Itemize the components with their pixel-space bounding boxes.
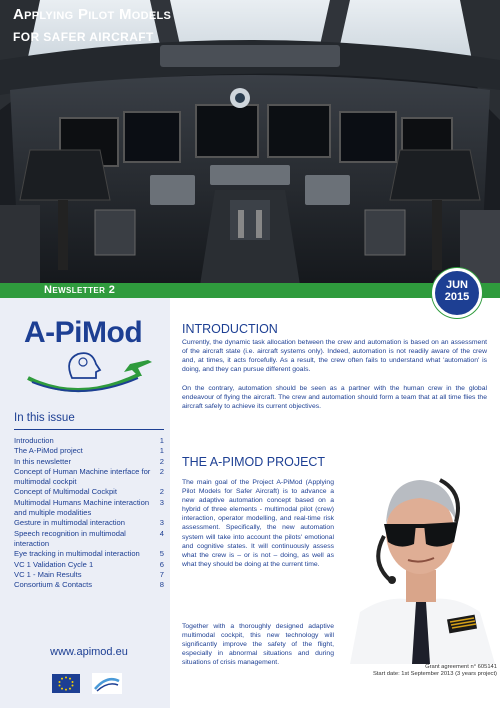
issue-date-badge — [432, 268, 482, 318]
toc-item[interactable]: Eye tracking in multimodal interaction 5 — [14, 549, 164, 559]
sidebar — [0, 298, 170, 708]
newsletter-number: Newsletter 2 — [44, 284, 116, 296]
toc-item[interactable]: Multimodal Humans Machine interaction and multiple modalities 3 — [14, 497, 164, 518]
toc-item[interactable]: In this newsletter 2 — [14, 456, 164, 466]
fp7-logo-icon — [92, 673, 122, 694]
toc-item[interactable]: Concept of Multimodal Cockpit 2 — [14, 487, 164, 497]
intro-heading: INTRODUCTION — [182, 322, 278, 336]
issue-year: 2015 — [444, 291, 470, 303]
project-heading: THE A-PIMOD PROJECT — [182, 455, 326, 469]
in-this-issue-heading: In this issue — [14, 412, 75, 424]
toc-item[interactable]: Speech recognition in multimodal interaction 4 — [14, 528, 164, 548]
pilot-photo — [340, 452, 500, 664]
intro-paragraph-1: Currently, the dynamic task allocation between the crew and automation is based on an assessment of the aircraft state (i.e. aircraft systems only). Indeed, automation is not readily aware of the crew and, at times, it acts forcefully. As a result, the crew often fails to understand what 'automation' is doing, and they can pursue different goals. — [182, 339, 487, 374]
toc-item[interactable]: VC 1 - Main Results 7 — [14, 569, 164, 579]
divider — [14, 429, 164, 430]
toc-item[interactable]: Gesture in multimodal interaction 3 — [14, 518, 164, 528]
a-pimod-logo — [20, 316, 160, 396]
issue-month: JUN — [445, 279, 468, 291]
logo-swoosh-icon — [20, 316, 160, 396]
logo-wordmark: A-PiMod — [24, 316, 143, 349]
toc-item[interactable]: Consortium & Contacts 8 — [14, 580, 164, 590]
toc-item[interactable]: The A-PiMod project 1 — [14, 446, 164, 456]
cockpit-photo — [0, 0, 500, 285]
website-link[interactable]: www.apimod.eu — [50, 646, 128, 658]
header-subtitle: FOR SAFER AIRCRAFT — [13, 30, 154, 44]
grant-agreement: Grant agreement n° 605141 — [425, 664, 497, 670]
project-paragraph-2: Together with a thoroughly designed adaptive multimodal cockpit, this new technology will significantly improve the safety of the flight, especially in abnormal situations and during situations of crisis management. — [182, 623, 334, 667]
toc-item[interactable]: VC 1 Validation Cycle 1 6 — [14, 559, 164, 569]
project-paragraph-1: The main goal of the Project A-PiMod (Applying Pilot Models for Safer Aircraft) is to advance a new adaptive automation concept based on a hybrid of three elements - multimodal pilot (crew) interaction, operator modelling, and real-time risk assessment. Specifically, the new automation system will take into account the pilots' emotional and cognitive states. It will continuously assess what the crew is – or is not – doing, as well as what they should be doing at the current time. — [182, 479, 334, 568]
start-date: Start date: 1st September 2013 (3 years project) — [372, 671, 497, 677]
intro-paragraph-2: On the contrary, automation should be seen as a partner with the human crew in the global endeavour of flying the aircraft. The crew and automation should form a team that at all time flies the aircraft safely to achieve its current objectives. — [182, 385, 487, 411]
header-title: Applying Pilot Models — [13, 6, 172, 23]
grant-info — [345, 664, 497, 678]
toc-item[interactable]: Concept of Human Machine interface for multimodal cockpit 2 — [14, 466, 164, 487]
eu-flag-icon — [52, 674, 80, 693]
table-of-contents — [14, 436, 164, 590]
toc-item[interactable]: Introduction 1 — [14, 436, 164, 445]
